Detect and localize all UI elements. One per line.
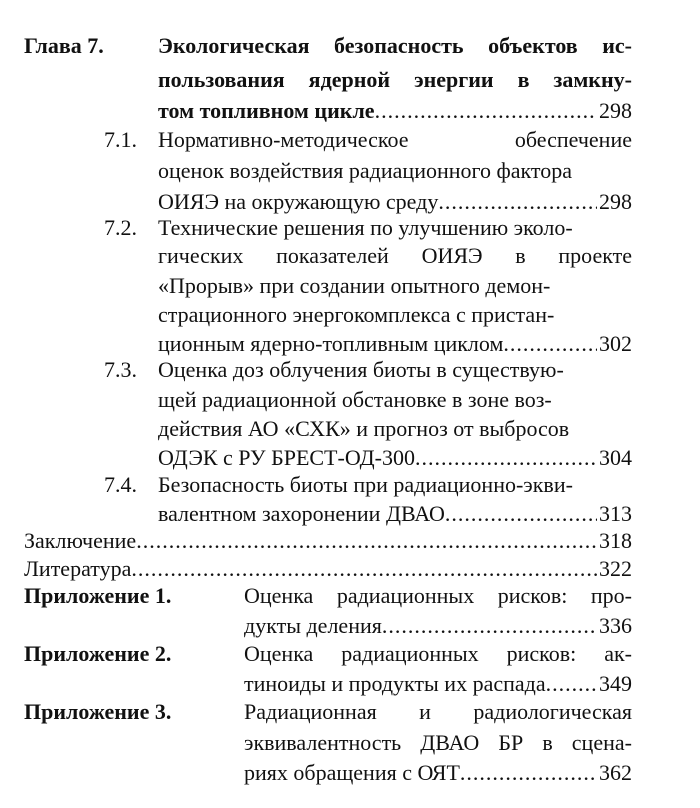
section-title-line: валентном захоронении ДВАО: [158, 501, 445, 526]
word: БР: [498, 730, 524, 755]
word: про-: [590, 583, 632, 608]
appendix-title-line: [244, 580, 632, 612]
section-number: 7.4.: [104, 472, 137, 497]
toc-entry-leader: [244, 757, 632, 789]
page-number: 349: [599, 671, 632, 696]
word: замкну-: [553, 67, 632, 92]
section-title-line: Безопасность биоты при радиационно-экви-: [158, 472, 573, 497]
word: гических: [158, 243, 244, 268]
page-number: 302: [599, 331, 632, 356]
word: радиологическая: [473, 699, 632, 724]
chapter-title-line: [158, 30, 632, 62]
word: и: [419, 699, 431, 724]
word: Нормативно-методическое: [158, 127, 409, 152]
word: Радиационная: [244, 699, 377, 724]
section-title-line: щей радиационной обстановке в зоне воз-: [158, 387, 552, 412]
section-number: 7.1.: [104, 127, 137, 152]
word: в: [542, 730, 553, 755]
appendix-title-line: [244, 638, 632, 670]
leader-dots: [460, 757, 597, 789]
section-title-line: оценок воздействия радиационного фактора: [158, 158, 572, 183]
appendix-label: Приложение 1.: [24, 583, 172, 608]
page-number: 362: [599, 760, 632, 785]
word: ак-: [604, 641, 632, 666]
word: ис-: [602, 33, 632, 58]
word: ДВАО: [420, 730, 480, 755]
word: проекте: [558, 243, 632, 268]
word: безопасность: [334, 33, 464, 58]
word: пользования: [158, 67, 285, 92]
section-title-line: ционным ядерно-топливным циклом: [158, 331, 504, 356]
section-number: 7.2.: [104, 215, 137, 240]
word: показателей: [276, 243, 389, 268]
word: Оценка: [244, 641, 314, 666]
word: объектов: [488, 33, 578, 58]
word: ядерной: [308, 67, 391, 92]
word: обеспечение: [514, 127, 632, 152]
section-title-line: Технические решения по улучшению эколо-: [158, 215, 573, 240]
section-title-line: [158, 124, 632, 156]
section-title-line: Оценка доз облучения биоты в существую-: [158, 357, 564, 382]
appendix-title-line: [244, 696, 632, 728]
section-number: 7.3.: [104, 357, 137, 382]
section-title-line: действия АО «СХК» и прогноз от выбросов: [158, 416, 570, 441]
page-number: 313: [599, 501, 632, 526]
word: рисков:: [497, 583, 568, 608]
page-number: 336: [599, 613, 632, 638]
word: радиационных: [336, 583, 475, 608]
page-number: 322: [599, 556, 632, 581]
word: радиационных: [341, 641, 479, 666]
section-title-line: «Прорыв» при создании опытного демон-: [158, 273, 551, 298]
leader-dots: [375, 95, 597, 127]
word: ОИЯЭ: [421, 243, 483, 268]
section-title-line: ОДЭК с РУ БРЕСТ-ОД-300: [158, 445, 415, 470]
appendix-label: Приложение 2.: [24, 641, 172, 666]
entry-title: Литература: [24, 556, 132, 581]
toc-entry-leader: [158, 95, 632, 127]
appendix-title-line: риях обращения с ОЯТ: [244, 760, 460, 785]
page-number: 318: [599, 528, 632, 553]
word: в: [515, 243, 526, 268]
chapter-title-line: том топливном цикле: [158, 98, 375, 123]
word: Экологическая: [158, 33, 310, 58]
word: сцена-: [571, 730, 632, 755]
chapter-label: Глава 7.: [24, 33, 104, 58]
appendix-title-line: дукты деления: [244, 613, 382, 638]
page-number: 298: [599, 98, 632, 123]
section-title-line: страционного энергокомплекса с пристан-: [158, 302, 555, 327]
page-number: 304: [599, 445, 632, 470]
word: рисков:: [506, 641, 577, 666]
section-title-line: [158, 240, 632, 272]
appendix-title-line: тиноиды и продукты их распада: [244, 671, 546, 696]
chapter-title-line: [158, 64, 632, 96]
appendix-label: Приложение 3.: [24, 699, 172, 724]
page-number: 298: [599, 189, 632, 214]
entry-title: Заключение: [24, 528, 137, 553]
section-title-line: ОИЯЭ на окружающую среду: [158, 189, 439, 214]
word: энергии: [414, 67, 494, 92]
word: эквивалентность: [244, 730, 402, 755]
appendix-title-line: [244, 727, 632, 759]
word: в: [517, 67, 530, 92]
word: Оценка: [244, 583, 314, 608]
